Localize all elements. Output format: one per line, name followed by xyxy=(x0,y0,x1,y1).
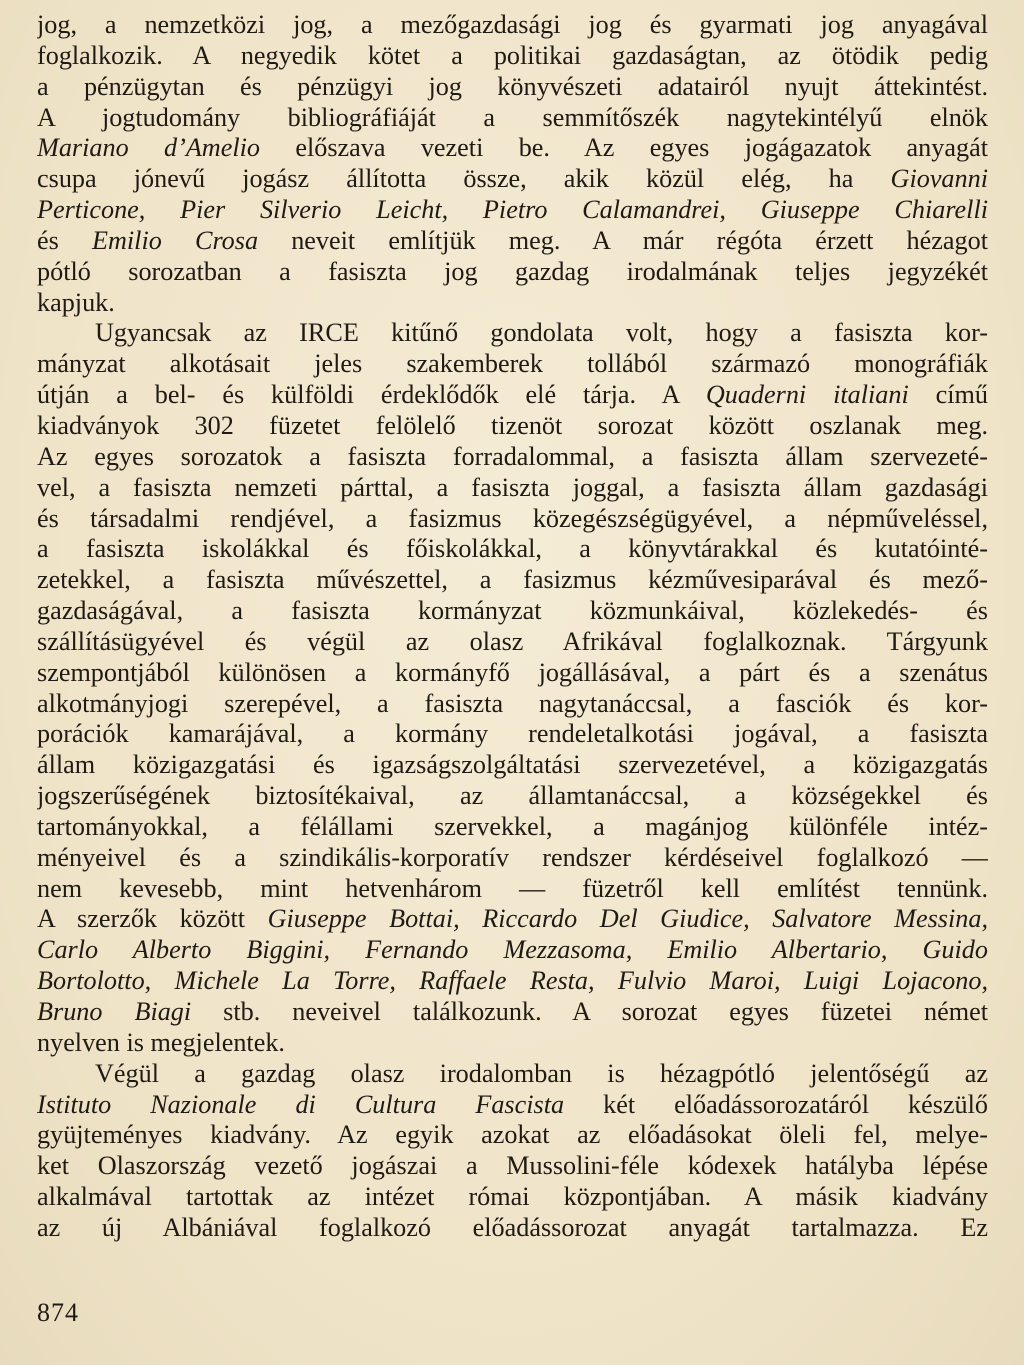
text-segment: előszava vezeti be. Az egyes jogágazatok anyagát xyxy=(260,133,988,163)
text-segment: vel, a fasiszta nemzeti párttal, a fasiszta joggal, a fasiszta állam gazdasági xyxy=(37,472,988,502)
text-segment: neveit említjük meg. A már régóta érzett hézagot xyxy=(258,225,988,255)
text-segment: útján a bel- és külföldi érdeklődők elé tárja. A xyxy=(37,380,706,410)
text-line xyxy=(37,103,988,134)
text-segment: jogszerűségének biztosítékaival, az államtanáccsal, a községekkel és xyxy=(37,781,988,811)
text-segment: porációk kamarájával, a kormány rendeletalkotási jogával, a fasiszta xyxy=(37,719,988,749)
text-line xyxy=(37,288,988,319)
italic-name: Bortolotto, Michele La Torre, Raffaele Resta, Fulvio Maroi, Luigi Lojacono, xyxy=(37,966,988,996)
page-body xyxy=(37,10,988,1244)
page-number: 874 xyxy=(37,1298,79,1327)
text-segment: gyüjteményes kiadvány. Az egyik azokat az előadásokat öleli fel, melye- xyxy=(37,1120,988,1150)
text-segment: ményeivel és a szindikális-korporatív rendszer kérdéseivel foglalkozó — xyxy=(37,842,988,872)
text-line xyxy=(37,164,988,195)
italic-name: Perticone, Pier Silverio Leicht, Pietro Calamandrei, Giuseppe Chiarelli xyxy=(37,195,988,225)
text-line xyxy=(37,1182,988,1213)
italic-name: Mariano d’Amelio xyxy=(37,133,260,163)
text-segment: Ugyancsak az IRCE kitűnő gondolata volt, hogy a fasiszta kor- xyxy=(95,318,988,348)
text-segment: nyelven is megjelentek. xyxy=(37,1027,285,1057)
text-segment: A jogtudomány bibliográfiáját a semmítőszék nagytekintélyű elnök xyxy=(37,102,988,132)
text-line xyxy=(37,966,988,997)
text-line xyxy=(37,658,988,689)
text-line xyxy=(37,318,988,349)
italic-name: Bruno Biagi xyxy=(37,997,192,1026)
text-line xyxy=(37,874,988,905)
paragraph xyxy=(37,318,988,1058)
text-line xyxy=(37,750,988,781)
text-segment: zetekkel, a fasiszta művészettel, a fasizmus kézművesiparával és mező- xyxy=(37,565,988,595)
text-line xyxy=(37,1151,988,1182)
paragraph xyxy=(37,1059,988,1244)
text-line xyxy=(37,781,988,812)
text-segment: kapjuk. xyxy=(37,287,115,317)
text-line xyxy=(37,596,988,627)
text-line xyxy=(37,1213,988,1244)
text-line xyxy=(37,997,988,1028)
text-line xyxy=(37,1028,988,1059)
text-segment: alkalmával tartottak az intézet római központjában. A másik kiadvány xyxy=(37,1182,988,1212)
text-segment: szállításügyével és végül az olasz Afrikával foglalkoznak. Tárgyunk xyxy=(37,626,988,656)
text-line xyxy=(37,904,988,935)
text-segment: a pénzügytan és pénzügyi jog könyvészeti adatairól nyujt áttekintést. xyxy=(37,71,988,101)
text-line xyxy=(37,935,988,966)
text-segment: tartományokkal, a félállami szervekkel, a magánjog különféle intéz- xyxy=(37,811,988,841)
text-segment: szempontjából különösen a kormányfő jogállásával, a párt és a szenátus xyxy=(37,657,988,687)
text-segment: jog, a nemzetközi jog, a mezőgazdasági jog és gyarmati jog anyagával xyxy=(37,10,988,39)
text-line xyxy=(37,195,988,226)
text-line xyxy=(37,719,988,750)
text-line xyxy=(37,10,988,41)
text-segment: gazdaságával, a fasiszta kormányzat közmunkáival, közlekedés- és xyxy=(37,596,988,626)
text-line xyxy=(37,812,988,843)
text-line xyxy=(37,565,988,596)
paragraph xyxy=(37,10,988,318)
text-line xyxy=(37,257,988,288)
text-line xyxy=(37,226,988,257)
text-segment: és xyxy=(37,225,92,255)
text-line xyxy=(37,534,988,565)
text-segment: foglalkozik. A negyedik kötet a politikai gazdaságtan, az ötödik pedig xyxy=(37,40,988,70)
text-segment: ket Olaszország vezető jogászai a Mussolini-féle kódexek hatályba lépése xyxy=(37,1151,988,1181)
text-segment: A szerzők között xyxy=(37,904,268,934)
text-segment: nem kevesebb, mint hetvenhárom — füzetről kell említést tennünk. xyxy=(37,873,988,903)
italic-name: Istituto Nazionale di Cultura Fascista xyxy=(37,1089,565,1119)
text-segment: című xyxy=(908,380,988,410)
text-segment: és társadalmi rendjével, a fasizmus közegészségügyével, a népműveléssel, xyxy=(37,503,988,533)
text-line xyxy=(37,473,988,504)
text-segment: az új Albániával foglalkozó előadássorozat anyagát tartalmazza. Ez xyxy=(37,1212,988,1242)
text-segment: mányzat alkotásait jeles szakemberek tollából származó monográfiák xyxy=(37,349,988,379)
text-line xyxy=(37,1090,988,1121)
text-segment: alkotmányjogi szerepével, a fasiszta nagytanáccsal, a fasciók és kor- xyxy=(37,688,988,718)
text-line xyxy=(37,380,988,411)
text-line xyxy=(37,1120,988,1151)
text-segment: Az egyes sorozatok a fasiszta forradalommal, a fasiszta állam szervezeté- xyxy=(37,441,988,471)
text-line xyxy=(37,411,988,442)
text-line xyxy=(37,627,988,658)
italic-name: Quaderni italiani xyxy=(705,380,909,410)
text-line xyxy=(37,133,988,164)
text-line xyxy=(37,349,988,380)
italic-name: Giuseppe Bottai, Riccardo Del Giudice, Salvatore Messina, xyxy=(267,904,988,934)
text-segment: a fasiszta iskolákkal és főiskolákkal, a könyvtárakkal és kutatóinté- xyxy=(37,534,988,564)
italic-name: Emilio Crosa xyxy=(91,225,259,255)
text-line xyxy=(37,504,988,535)
text-segment: két előadássorozatáról készülő xyxy=(564,1089,988,1119)
italic-name: Giovanni xyxy=(890,164,988,194)
text-segment: pótló sorozatban a fasiszta jog gazdag irodalmának teljes jegyzékét xyxy=(37,256,988,286)
text-line xyxy=(37,41,988,72)
text-line xyxy=(37,689,988,720)
text-segment: stb. neveivel találkozunk. A sorozat egyes füzetei német xyxy=(191,997,988,1026)
text-segment: csupa jónevű jogász állította össze, akik közül elég, ha xyxy=(37,164,891,194)
text-line xyxy=(37,72,988,103)
text-line xyxy=(37,442,988,473)
italic-name: Carlo Alberto Biggini, Fernando Mezzasoma, Emilio Albertario, Guido xyxy=(37,935,988,965)
text-segment: kiadványok 302 füzetet felölelő tizenöt sorozat között oszlanak meg. xyxy=(37,410,988,440)
text-segment: állam közigazgatási és igazságszolgáltatási szervezetével, a közigazgatás xyxy=(37,750,988,780)
text-line xyxy=(37,1059,988,1090)
text-line xyxy=(37,843,988,874)
text-segment: Végül a gazdag olasz irodalomban is hézagpótló jelentőségű az xyxy=(95,1058,988,1088)
